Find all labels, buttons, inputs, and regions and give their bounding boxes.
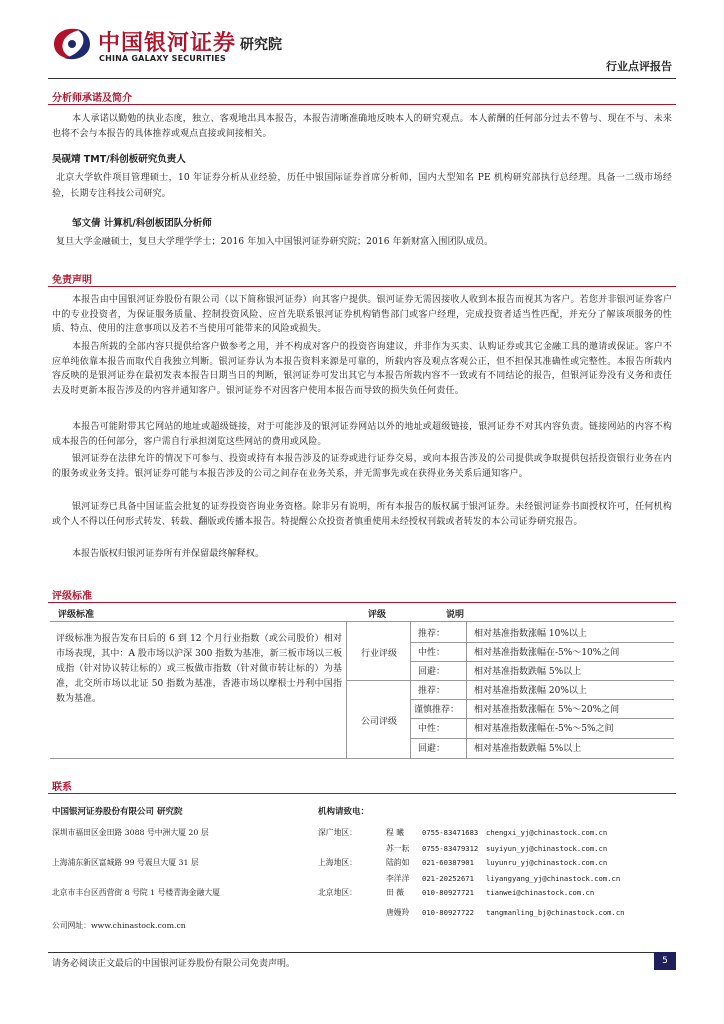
rating-title: 评级标准 (52, 591, 92, 602)
contact-phone: 0755-83479312 (422, 844, 479, 853)
rating-cell: 回避： (418, 744, 446, 754)
section-divider (48, 602, 676, 603)
rating-cell: 推荐： (418, 629, 446, 639)
region-label: 北京地区： (318, 888, 357, 897)
industry-rating-label: 行业评级 (360, 649, 397, 659)
analyst-section-title: 分析师承诺及简介 (52, 93, 132, 104)
col-standard: 评级标准 (58, 610, 95, 620)
rating-table (50, 604, 674, 754)
contact-email[interactable]: luyunru_yj@chinastock.com.cn (486, 858, 608, 867)
rating-desc-cell: 相对基准指数涨幅在 5%～20%之间 (474, 705, 620, 715)
logo-chinese-name: 中国银河证券 (98, 31, 237, 56)
rating-cell: 中性： (418, 724, 446, 734)
rating-desc-cell: 相对基准指数涨幅 10%以上 (474, 629, 587, 639)
table-hline (410, 738, 674, 739)
institute-label: 研究院 (240, 37, 282, 53)
address-shanghai: 上海浦东新区富城路 99 号震旦大厦 31 层 (52, 858, 199, 867)
table-hline (410, 699, 674, 700)
rating-desc-cell: 相对基准指数跌幅 5%以上 (474, 744, 582, 754)
contact-phone: 021-20252671 (422, 874, 474, 883)
contact-email[interactable]: tangmanling_bj@chinastock.com.cn (486, 908, 625, 917)
contact-phone: 021-60387901 (422, 858, 474, 867)
rating-cell: 回避： (418, 667, 446, 677)
contact-phone: 010-80927721 (422, 888, 474, 897)
footer-divider (48, 952, 676, 953)
rating-standard-text: 评级标准为报告发布日后的 6 到 12 个月行业指数（或公司股价）相对市场表现，其中：A 股市场以沪深 300 指数为基准，新三板市场以三板成指（针对协议转让标的）或三板做市指数（针对做市转让标的）为基准，北交所市场以北证 50 指数为基准，香港市场以摩根士丹利中国指数为基准。 (56, 634, 342, 704)
company-website[interactable]: 公司网址：www.chinastock.com.cn (52, 921, 186, 930)
disclaimer-paragraph-6: 本报告版权归银河证券所有并保留最终解释权。 (72, 549, 265, 559)
contact-name: 唐嫚羚 (386, 908, 410, 917)
contact-name: 田 薇 (386, 888, 405, 897)
disclaimer-paragraph-5: 银河证券已具备中国证监会批复的证券投资咨询业务资格。除非另有说明，所有本报告的版权属于银河证券。未经银河证券书面授权许可，任何机构或个人不得以任何形式转发、转载、翻版或传播本报告。特提醒公众投资者慎重使用未经授权刊载或者转发的本公司证券研究报告。 (52, 502, 672, 527)
rating-table-header (50, 604, 674, 622)
page-header (48, 20, 676, 78)
rating-cell: 中性： (418, 648, 446, 658)
contact-email[interactable]: suyiyun_yj@chinastock.com.cn (486, 844, 608, 853)
analyst-name-1: 吴砚靖 TMT/科创板研究负责人 (52, 154, 186, 165)
contact-phone: 010-80927722 (422, 908, 474, 917)
footer-notice: 请务必阅读正文最后的中国银河证券股份有限公司免责声明。 (52, 959, 296, 969)
contact-email[interactable]: tianwei@chinastock.com.cn (486, 888, 595, 897)
section-divider (48, 793, 676, 794)
sales-title: 机构请致电： (318, 807, 370, 817)
contact-email[interactable]: chengxi_yj@chinastock.com.cn (486, 828, 608, 837)
contact-name: 陆韵如 (386, 858, 410, 867)
col-rating: 评级 (368, 610, 387, 620)
contact-phone: 0755-83471683 (422, 828, 479, 837)
region-label: 上海地区： (318, 858, 357, 867)
disclaimer-title: 免责声明 (52, 275, 92, 286)
logo-english-name: CHINA GALAXY SECURITIES (99, 54, 226, 63)
contact-email[interactable]: liyangyang_yj@chinastock.com.cn (486, 874, 621, 883)
analyst-bio-2: 复旦大学金融硕士，复旦大学理学学士；2016 年加入中国银河证券研究院；2016 年新财富入围团队成员。 (56, 237, 494, 247)
disclaimer-paragraph-3: 本报告可能附带其它网站的地址或超级链接，对于可能涉及的银河证券网站以外的地址或超级链接，银河证券不对其内容负责。链接网站的内容不构成本报告的任何部分，客户需自行承担浏览这些网站的费用或风险。 (52, 422, 672, 447)
section-divider (48, 104, 676, 105)
rating-cell: 谨慎推荐： (414, 705, 460, 715)
report-type: 行业点评报告 (606, 60, 672, 73)
company-rating-label: 公司评级 (360, 717, 397, 727)
table-hline (410, 718, 674, 719)
rating-desc-cell: 相对基准指数涨幅在-5%～10%之间 (474, 648, 620, 658)
table-vline (346, 622, 347, 758)
address-beijing: 北京市丰台区西营街 8 号院 1 号楼青海金融大厦 (52, 888, 220, 897)
page-number: 5 (654, 952, 676, 970)
section-divider (48, 286, 676, 287)
region-label: 深广地区： (318, 828, 357, 837)
header-divider (48, 78, 676, 79)
table-hline (410, 661, 674, 662)
table-hline (410, 642, 674, 643)
contact-name: 李洋洋 (386, 874, 410, 883)
rating-desc-cell: 相对基准指数涨幅在-5%～5%之间 (474, 724, 614, 734)
analyst-commitment: 本人承诺以勤勉的执业态度，独立、客观地出具本报告，本报告清晰准确地反映本人的研究观点。本人薪酬的任何部分过去不曾与、现在不与、未来也将不会与本报告的具体推荐或观点直接或间接相关。 (52, 114, 672, 139)
rating-desc-cell: 相对基准指数涨幅 20%以上 (474, 686, 587, 696)
company-name: 中国银河证券股份有限公司 研究院 (52, 807, 183, 817)
rating-cell: 推荐： (418, 686, 446, 696)
disclaimer-paragraph-1: 本报告由中国银河证券股份有限公司（以下简称银河证券）向其客户提供。银河证券无需因接收人收到本报告而视其为客户。若您并非银河证券客户中的专业投资者，为保证服务质量、控制投资风险、应首先联系银河证券机构销售部门或客户经理，完成投资者适当性匹配，并充分了解该项服务的性质、特点、使用的注意事项以及若不当使用可能带来的风险或损失。 (52, 295, 672, 334)
galaxy-logo-icon (50, 24, 94, 64)
rating-desc-cell: 相对基准指数跌幅 5%以上 (474, 667, 582, 677)
analyst-bio-1: 北京大学软件项目管理硕士，10 年证券分析从业经验，历任中银国际证券首席分析师，国内大型知名 PE 机构研究部执行总经理。具备一二级市场经验，长期专注科技公司研究。 (52, 173, 672, 199)
contact-name: 程 曦 (386, 828, 405, 837)
address-shenzhen: 深圳市福田区金田路 3088 号中洲大厦 20 层 (52, 828, 209, 837)
table-hline (346, 680, 674, 681)
table-hline (50, 758, 674, 759)
disclaimer-paragraph-4: 银河证券在法律允许的情况下可参与、投资或持有本报告涉及的证券或进行证券交易，或向本报告涉及的公司提供或争取提供包括投资银行业务在内的服务或业务支持。银河证券可能与本报告涉及的公司之间存在业务关系，并无需事先或在获得业务关系后通知客户。 (52, 454, 672, 479)
col-desc: 说明 (446, 610, 465, 620)
analyst-name-2: 邹文倩 计算机/科创板团队分析师 (72, 218, 212, 229)
contact-title: 联系 (52, 782, 72, 793)
disclaimer-paragraph-2: 本报告所载的全部内容只提供给客户做参考之用，并不构成对客户的投资咨询建议，并非作为买卖、认购证券或其它金融工具的邀请或保证。客户不应单纯依靠本报告而取代自我独立判断。银河证券认为本报告资料来源是可靠的，所载内容及观点客观公正，但不担保其准确性或完整性。本报告所载内容反映的是银河证券在最初发表本报告日期当日的判断，银河证券可发出其它与本报告所载内容不一致或有不同结论的报告，但银河证券没有义务和责任去及时更新本报告涉及的内容并通知客户。银河证券不对因客户使用本报告而导致的损失负任何责任。 (52, 342, 672, 396)
contact-name: 苏一耘 (386, 844, 410, 853)
